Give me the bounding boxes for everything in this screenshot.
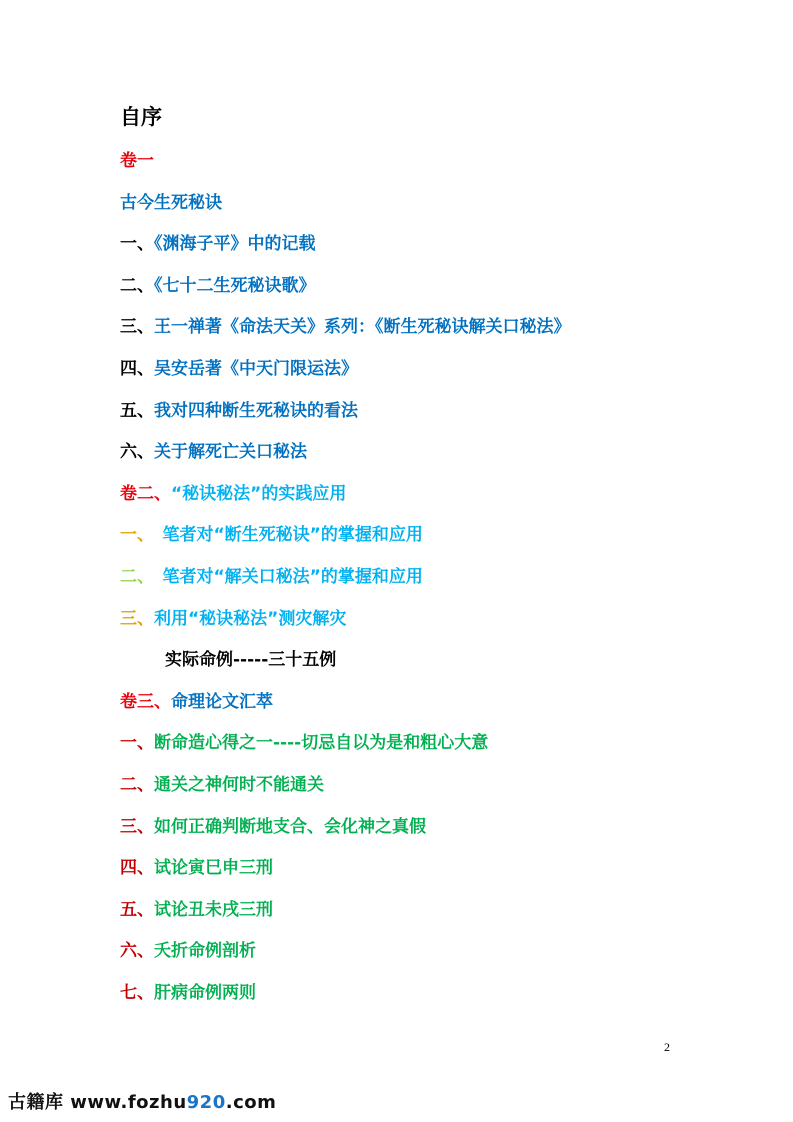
toc-entry-text: 卷一 [120, 151, 154, 171]
toc-entry-text: 试论寅巳申三刑 [154, 858, 273, 878]
toc-entry-text: 试论丑未戌三刑 [154, 900, 273, 920]
toc-entry-text: 我对四种断生死秘诀的看法 [154, 401, 358, 421]
toc-entry-number: 二、 [120, 567, 146, 587]
watermark-prefix: 古籍库 www.fozhu [8, 1092, 187, 1113]
toc-entry-number: 二、 [120, 775, 154, 795]
toc-entry-text: 笔者对“解关口秘法”的掌握和应用 [145, 567, 423, 587]
toc-entry [120, 233, 316, 255]
toc-entry-number: 三、 [120, 609, 154, 629]
toc-entry-number: 卷二、 [120, 484, 171, 504]
toc-entry [120, 816, 426, 838]
toc-entry-number: 六、 [120, 941, 154, 961]
toc-entry-text: 如何正确判断地支合、会化神之真假 [154, 817, 426, 837]
toc-entry-number: 四、 [120, 858, 154, 878]
toc-entry-number: 三、 [120, 817, 154, 837]
toc-entry [120, 566, 423, 588]
toc-entry-number: 卷三、 [120, 692, 171, 712]
watermark-suffix: .com [225, 1092, 277, 1113]
toc-entry-text: 《渊海子平》中的记载 [154, 234, 316, 254]
page-number: 2 [664, 1040, 670, 1054]
site-watermark [8, 1088, 276, 1114]
toc-entry-text: 王一禅著《命法天关》系列：《断生死秘诀解关口秘法》 [154, 317, 571, 337]
toc-entry-number: 五、 [120, 900, 154, 920]
watermark-highlight: 920 [186, 1092, 226, 1113]
toc-entry [120, 899, 273, 921]
toc-entry-text: 夭折命例剖析 [154, 941, 256, 961]
toc-entry-number: 一、 [120, 525, 146, 545]
toc-entry [120, 982, 256, 1004]
toc-entry-number: 二、 [120, 276, 154, 296]
toc-entry [120, 400, 358, 422]
page-title: 自序 [120, 105, 162, 129]
toc-entry [165, 649, 336, 671]
toc-entry-text: 吴安岳著《中天门限运法》 [154, 359, 358, 379]
toc-entry [120, 358, 358, 380]
toc-entry-number: 七、 [120, 983, 154, 1003]
toc-entry [120, 316, 571, 338]
toc-entry [120, 857, 273, 879]
toc-entry-number: 一、 [120, 234, 154, 254]
toc-entry [120, 441, 307, 463]
toc-entry-text: “秘诀秘法”的实践应用 [171, 484, 347, 504]
toc-entry [120, 774, 324, 796]
toc-entry-text: 肝病命例两则 [154, 983, 256, 1003]
toc-entry [120, 940, 256, 962]
toc-entry [120, 483, 346, 505]
toc-entry [120, 608, 346, 630]
toc-entry-number: 六、 [120, 442, 154, 462]
toc-entry [120, 524, 423, 546]
toc-entry-text: 笔者对“断生死秘诀”的掌握和应用 [145, 525, 423, 545]
toc-entry-text: 古今生死秘诀 [120, 193, 222, 213]
toc-entry-text: 利用“秘诀秘法”测灾解灾 [154, 609, 347, 629]
toc-entry-text: 关于解死亡关口秘法 [154, 442, 307, 462]
toc-entry-number: 五、 [120, 401, 154, 421]
toc-entry-text: 实际命例-----三十五例 [165, 650, 337, 670]
toc-entry [120, 275, 316, 297]
toc-entry-text: 命理论文汇萃 [171, 692, 273, 712]
toc-entry-text: 通关之神何时不能通关 [154, 775, 324, 795]
toc-entry [120, 192, 222, 214]
toc-entry-text: 《七十二生死秘诀歌》 [154, 276, 316, 296]
toc-entry-number: 四、 [120, 359, 154, 379]
toc-entry-text: 断命造心得之一----切忌自以为是和粗心大意 [154, 733, 489, 753]
toc-entry [120, 150, 154, 172]
toc-entry [120, 732, 488, 754]
toc-entry-number: 一、 [120, 733, 154, 753]
toc-entry-number: 三、 [120, 317, 154, 337]
toc-entry [120, 691, 273, 713]
